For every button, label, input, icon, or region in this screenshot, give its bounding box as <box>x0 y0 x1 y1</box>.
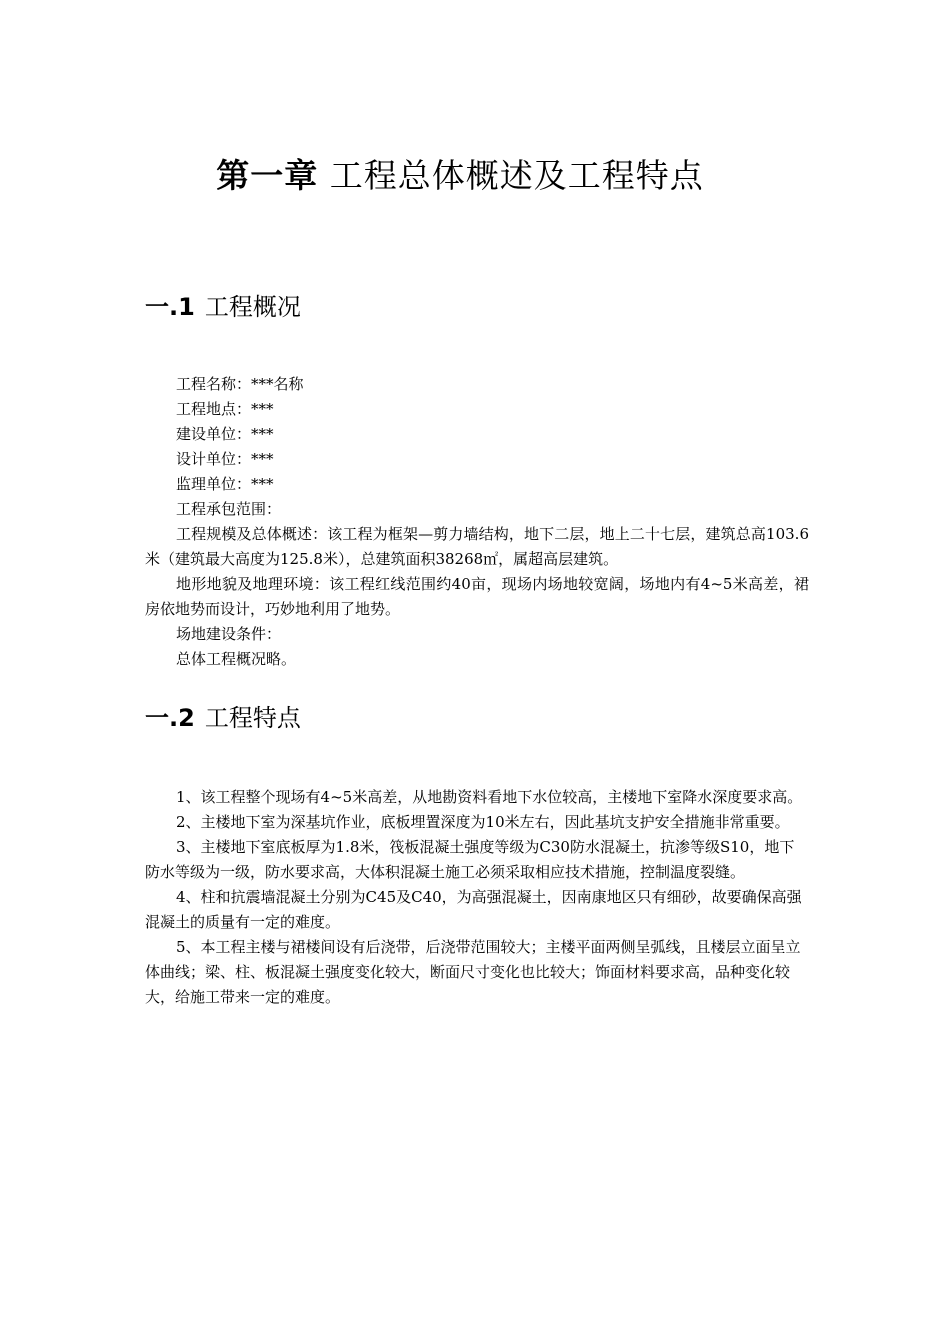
project-name-line: 工程名称：***名称 <box>176 375 304 393</box>
section-title-1: 工程概况 <box>204 293 301 321</box>
site-conditions-line: 场地建设条件： <box>176 625 282 643</box>
section-heading-1 <box>145 290 301 324</box>
supervision-unit-line: 监理单位：*** <box>176 475 274 493</box>
feature-item: 1、该工程整个现场有4~5米高差，从地勘资料看地下水位较高，主楼地下室降水深度要求高。 <box>176 788 803 806</box>
section-heading-2 <box>145 701 301 735</box>
design-unit-line: 设计单位：*** <box>176 450 274 468</box>
owner-unit-line: 建设单位：*** <box>176 425 274 443</box>
overview-omitted-line: 总体工程概况略。 <box>176 650 297 668</box>
contract-scope-line: 工程承包范围： <box>176 500 282 518</box>
terrain-paragraph: 地形地貌及地理环境：该工程红线范围约40亩，现场内场地较宽阔，场地内有4~5米高差，裙房依地势而设计，巧妙地利用了地势。 <box>145 575 809 618</box>
section-number-1: 一.1 <box>145 293 195 321</box>
section-1-body <box>145 372 809 672</box>
chapter-title <box>0 152 920 200</box>
feature-item: 3、主楼地下室底板厚为1.8米，筏板混凝土强度等级为C30防水混凝土，抗渗等级S10，地下防水等级为一级，防水要求高，大体积混凝土施工必须采取相应技术措施，控制温度裂缝。 <box>145 838 795 881</box>
feature-item: 4、柱和抗震墙混凝土分别为C45及C40，为高强混凝土，因南康地区只有细砂，故要确保高强混凝土的质量有一定的难度。 <box>145 888 802 931</box>
feature-item: 2、主楼地下室为深基坑作业，底板埋置深度为10米左右，因此基坑支护安全措施非常重要。 <box>176 813 790 831</box>
project-scale-paragraph: 工程规模及总体概述：该工程为框架—剪力墙结构，地下二层，地上二十七层，建筑总高103.6米（建筑最大高度为125.8米），总建筑面积38268㎡，属超高层建筑。 <box>145 525 809 568</box>
section-title-2: 工程特点 <box>204 704 301 732</box>
chapter-number: 第一章 <box>216 156 319 195</box>
project-location-line: 工程地点：*** <box>176 400 274 418</box>
section-2-body <box>145 785 809 1010</box>
chapter-title-text: 工程总体概述及工程特点 <box>329 156 704 195</box>
feature-item: 5、本工程主楼与裙楼间设有后浇带，后浇带范围较大；主楼平面两侧呈弧线，且楼层立面呈立体曲线；梁、柱、板混凝土强度变化较大，断面尺寸变化也比较大；饰面材料要求高，品种变化较大，给施工带来一定的难度。 <box>145 938 801 1006</box>
section-number-2: 一.2 <box>145 704 195 732</box>
